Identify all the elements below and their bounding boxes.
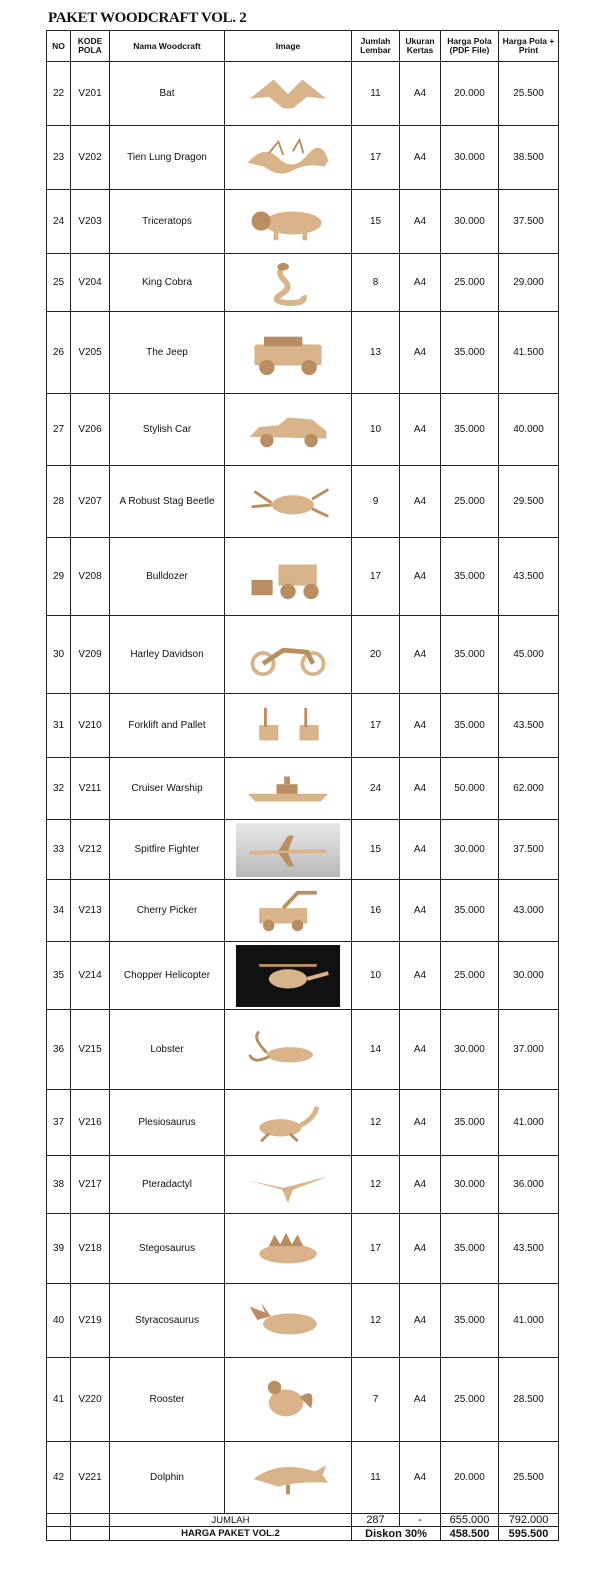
row-nama: A Robust Stag Beetle: [110, 466, 225, 538]
row-no: 23: [47, 126, 71, 190]
total-harga-print: 792.000: [499, 1514, 559, 1527]
row-harga-print: 41.000: [499, 1090, 559, 1156]
row-harga-print: 25.500: [499, 62, 559, 126]
row-nama: Chopper Helicopter: [110, 942, 225, 1010]
row-harga-pdf: 35.000: [441, 538, 499, 616]
row-jumlah: 17: [352, 694, 400, 758]
row-kode: V211: [71, 758, 110, 820]
paket-harga-print: 595.500: [499, 1527, 559, 1541]
rooster-model-icon: [240, 1376, 336, 1424]
row-jumlah: 17: [352, 126, 400, 190]
paket-label: HARGA PAKET VOL.2: [110, 1527, 352, 1541]
row-kode: V215: [71, 1010, 110, 1090]
table-row: [47, 1214, 559, 1284]
row-ukuran: A4: [400, 312, 441, 394]
row-harga-pdf: 30.000: [441, 190, 499, 254]
car-model-icon: [240, 406, 336, 454]
truck-model-icon: [240, 887, 336, 935]
total-ukuran: -: [400, 1514, 441, 1527]
row-jumlah: 7: [352, 1358, 400, 1442]
lobster-model-icon: [240, 1026, 336, 1074]
row-jumlah: 24: [352, 758, 400, 820]
row-no: 31: [47, 694, 71, 758]
row-harga-print: 43.500: [499, 538, 559, 616]
row-harga-print: 62.000: [499, 758, 559, 820]
row-harga-print: 45.000: [499, 616, 559, 694]
row-no: 41: [47, 1358, 71, 1442]
product-image: [225, 1090, 352, 1156]
row-ukuran: A4: [400, 942, 441, 1010]
row-ukuran: A4: [400, 880, 441, 942]
row-jumlah: 20: [352, 616, 400, 694]
row-kode: V221: [71, 1442, 110, 1514]
row-harga-pdf: 35.000: [441, 880, 499, 942]
product-image: [225, 1284, 352, 1358]
total-harga-pdf: 655.000: [441, 1514, 499, 1527]
row-no: 33: [47, 820, 71, 880]
price-table: [46, 30, 559, 1541]
row-kode: V210: [71, 694, 110, 758]
dragon-model-icon: [240, 134, 336, 182]
table-row: [47, 254, 559, 312]
row-nama: Harley Davidson: [110, 616, 225, 694]
product-image: [225, 1010, 352, 1090]
row-nama: The Jeep: [110, 312, 225, 394]
row-no: 38: [47, 1156, 71, 1214]
row-harga-pdf: 50.000: [441, 758, 499, 820]
row-nama: Lobster: [110, 1010, 225, 1090]
row-no: 36: [47, 1010, 71, 1090]
row-jumlah: 10: [352, 942, 400, 1010]
row-harga-pdf: 20.000: [441, 1442, 499, 1514]
row-ukuran: A4: [400, 1442, 441, 1514]
row-no: 27: [47, 394, 71, 466]
table-row: [47, 1090, 559, 1156]
row-nama: Cruiser Warship: [110, 758, 225, 820]
product-image: [225, 942, 352, 1010]
table-row: [47, 1442, 559, 1514]
header-row: [47, 31, 559, 62]
header-jumlah: Jumlah Lembar: [352, 31, 400, 62]
table-row: [47, 1156, 559, 1214]
product-image: [225, 62, 352, 126]
row-nama: Stylish Car: [110, 394, 225, 466]
row-ukuran: A4: [400, 1010, 441, 1090]
row-harga-pdf: 25.000: [441, 254, 499, 312]
row-kode: V220: [71, 1358, 110, 1442]
row-ukuran: A4: [400, 126, 441, 190]
product-image: [225, 820, 352, 880]
row-kode: V203: [71, 190, 110, 254]
row-jumlah: 11: [352, 62, 400, 126]
row-ukuran: A4: [400, 1090, 441, 1156]
row-ukuran: A4: [400, 616, 441, 694]
row-jumlah: 12: [352, 1090, 400, 1156]
row-nama: Pteradactyl: [110, 1156, 225, 1214]
table-row: [47, 538, 559, 616]
row-nama: Rooster: [110, 1358, 225, 1442]
row-ukuran: A4: [400, 1214, 441, 1284]
table-row: [47, 758, 559, 820]
row-ukuran: A4: [400, 466, 441, 538]
row-no: 32: [47, 758, 71, 820]
product-image: [225, 126, 352, 190]
row-no: 29: [47, 538, 71, 616]
row-harga-print: 28.500: [499, 1358, 559, 1442]
row-jumlah: 12: [352, 1156, 400, 1214]
row-nama: Plesiosaurus: [110, 1090, 225, 1156]
header-harga-pdf: Harga Pola (PDF File): [441, 31, 499, 62]
row-ukuran: A4: [400, 254, 441, 312]
table-row: [47, 1010, 559, 1090]
row-kode: V205: [71, 312, 110, 394]
row-jumlah: 9: [352, 466, 400, 538]
product-image: [225, 880, 352, 942]
row-harga-pdf: 35.000: [441, 1214, 499, 1284]
product-image: [225, 1214, 352, 1284]
row-jumlah: 17: [352, 1214, 400, 1284]
row-harga-print: 43.500: [499, 1214, 559, 1284]
row-harga-pdf: 35.000: [441, 616, 499, 694]
total-jumlah: 287: [352, 1514, 400, 1527]
row-ukuran: A4: [400, 820, 441, 880]
row-nama: Stegosaurus: [110, 1214, 225, 1284]
row-jumlah: 14: [352, 1010, 400, 1090]
row-no: 25: [47, 254, 71, 312]
row-harga-print: 43.000: [499, 880, 559, 942]
row-harga-print: 43.500: [499, 694, 559, 758]
product-image: [225, 758, 352, 820]
header-ukuran: Ukuran Kertas: [400, 31, 441, 62]
row-jumlah: 11: [352, 1442, 400, 1514]
row-jumlah: 15: [352, 190, 400, 254]
row-nama: Triceratops: [110, 190, 225, 254]
row-jumlah: 15: [352, 820, 400, 880]
table-row: [47, 62, 559, 126]
row-kode: V204: [71, 254, 110, 312]
total-row: [47, 1514, 559, 1527]
row-kode: V201: [71, 62, 110, 126]
row-jumlah: 17: [352, 538, 400, 616]
row-no: 34: [47, 880, 71, 942]
product-image: [225, 538, 352, 616]
row-no: 28: [47, 466, 71, 538]
row-no: 26: [47, 312, 71, 394]
dolphin-model-icon: [240, 1454, 336, 1502]
header-harga-print: Harga Pola + Print: [499, 31, 559, 62]
row-kode: V213: [71, 880, 110, 942]
paket-harga-pdf: 458.500: [441, 1527, 499, 1541]
row-nama: Spitfire Fighter: [110, 820, 225, 880]
cobra-model-icon: [240, 259, 336, 307]
row-jumlah: 13: [352, 312, 400, 394]
table-row: [47, 126, 559, 190]
table-row: [47, 820, 559, 880]
product-image: [225, 394, 352, 466]
styracosaurus-model-icon: [240, 1297, 336, 1345]
row-harga-print: 36.000: [499, 1156, 559, 1214]
row-harga-print: 37.500: [499, 190, 559, 254]
header-kode: KODE POLA: [71, 31, 110, 62]
stegosaurus-model-icon: [240, 1225, 336, 1273]
header-image: Image: [225, 31, 352, 62]
bulldozer-model-icon: [240, 553, 336, 601]
row-harga-print: 41.000: [499, 1284, 559, 1358]
row-harga-print: 37.500: [499, 820, 559, 880]
product-image: [225, 254, 352, 312]
row-no: 37: [47, 1090, 71, 1156]
row-harga-print: 30.000: [499, 942, 559, 1010]
row-no: 42: [47, 1442, 71, 1514]
row-nama: Dolphin: [110, 1442, 225, 1514]
row-kode: V206: [71, 394, 110, 466]
product-image: [225, 190, 352, 254]
product-image: [225, 694, 352, 758]
row-no: 24: [47, 190, 71, 254]
page-title: PAKET WOODCRAFT VOL. 2: [48, 10, 247, 26]
header-nama: Nama Woodcraft: [110, 31, 225, 62]
triceratops-model-icon: [240, 198, 336, 246]
jeep-model-icon: [240, 329, 336, 377]
row-jumlah: 8: [352, 254, 400, 312]
row-harga-print: 41.500: [499, 312, 559, 394]
row-harga-pdf: 35.000: [441, 694, 499, 758]
product-image: [225, 616, 352, 694]
row-ukuran: A4: [400, 62, 441, 126]
total-label: JUMLAH: [110, 1514, 352, 1527]
row-kode: V202: [71, 126, 110, 190]
table-row: [47, 942, 559, 1010]
row-nama: Cherry Picker: [110, 880, 225, 942]
row-harga-pdf: 25.000: [441, 942, 499, 1010]
row-ukuran: A4: [400, 394, 441, 466]
row-ukuran: A4: [400, 538, 441, 616]
row-nama: Bulldozer: [110, 538, 225, 616]
row-no: 22: [47, 62, 71, 126]
row-harga-pdf: 30.000: [441, 1156, 499, 1214]
table-row: [47, 880, 559, 942]
table-row: [47, 190, 559, 254]
row-nama: Bat: [110, 62, 225, 126]
table-row: [47, 394, 559, 466]
row-nama: King Cobra: [110, 254, 225, 312]
airplane-model-icon: [240, 826, 336, 874]
row-kode: V209: [71, 616, 110, 694]
table-row: [47, 466, 559, 538]
row-jumlah: 10: [352, 394, 400, 466]
row-harga-pdf: 30.000: [441, 1010, 499, 1090]
row-nama: Styracosaurus: [110, 1284, 225, 1358]
pterodactyl-model-icon: [240, 1161, 336, 1209]
row-kode: V218: [71, 1214, 110, 1284]
row-no: 35: [47, 942, 71, 1010]
row-kode: V219: [71, 1284, 110, 1358]
row-harga-print: 25.500: [499, 1442, 559, 1514]
paket-row: [47, 1527, 559, 1541]
row-ukuran: A4: [400, 758, 441, 820]
row-nama: Forklift and Pallet: [110, 694, 225, 758]
row-nama: Tien Lung Dragon: [110, 126, 225, 190]
row-no: 30: [47, 616, 71, 694]
row-harga-pdf: 30.000: [441, 820, 499, 880]
row-harga-pdf: 25.000: [441, 1358, 499, 1442]
row-harga-pdf: 35.000: [441, 312, 499, 394]
row-ukuran: A4: [400, 1156, 441, 1214]
product-image: [225, 1358, 352, 1442]
product-image: [225, 1442, 352, 1514]
paket-diskon: Diskon 30%: [352, 1527, 441, 1541]
plesiosaurus-model-icon: [240, 1099, 336, 1147]
row-harga-pdf: 35.000: [441, 1284, 499, 1358]
row-ukuran: A4: [400, 1358, 441, 1442]
table-row: [47, 312, 559, 394]
row-jumlah: 12: [352, 1284, 400, 1358]
row-harga-pdf: 30.000: [441, 126, 499, 190]
row-ukuran: A4: [400, 190, 441, 254]
table-row: [47, 1284, 559, 1358]
table-row: [47, 1358, 559, 1442]
forklift-model-icon: [240, 702, 336, 750]
row-kode: V217: [71, 1156, 110, 1214]
warship-model-icon: [240, 765, 336, 813]
row-kode: V207: [71, 466, 110, 538]
product-image: [225, 466, 352, 538]
table-row: [47, 616, 559, 694]
row-harga-pdf: 20.000: [441, 62, 499, 126]
row-harga-pdf: 35.000: [441, 394, 499, 466]
row-harga-print: 29.000: [499, 254, 559, 312]
motorcycle-model-icon: [240, 631, 336, 679]
row-ukuran: A4: [400, 1284, 441, 1358]
beetle-model-icon: [240, 478, 336, 526]
row-no: 40: [47, 1284, 71, 1358]
row-harga-print: 38.500: [499, 126, 559, 190]
row-harga-pdf: 25.000: [441, 466, 499, 538]
header-no: NO: [47, 31, 71, 62]
row-ukuran: A4: [400, 694, 441, 758]
row-kode: V216: [71, 1090, 110, 1156]
product-image: [225, 312, 352, 394]
table-row: [47, 694, 559, 758]
row-harga-print: 29.500: [499, 466, 559, 538]
row-no: 39: [47, 1214, 71, 1284]
row-kode: V208: [71, 538, 110, 616]
row-harga-print: 37.000: [499, 1010, 559, 1090]
product-image: [225, 1156, 352, 1214]
row-harga-pdf: 35.000: [441, 1090, 499, 1156]
row-jumlah: 16: [352, 880, 400, 942]
row-kode: V214: [71, 942, 110, 1010]
bat-model-icon: [240, 70, 336, 118]
row-kode: V212: [71, 820, 110, 880]
row-harga-print: 40.000: [499, 394, 559, 466]
helicopter-model-icon: [240, 952, 336, 1000]
